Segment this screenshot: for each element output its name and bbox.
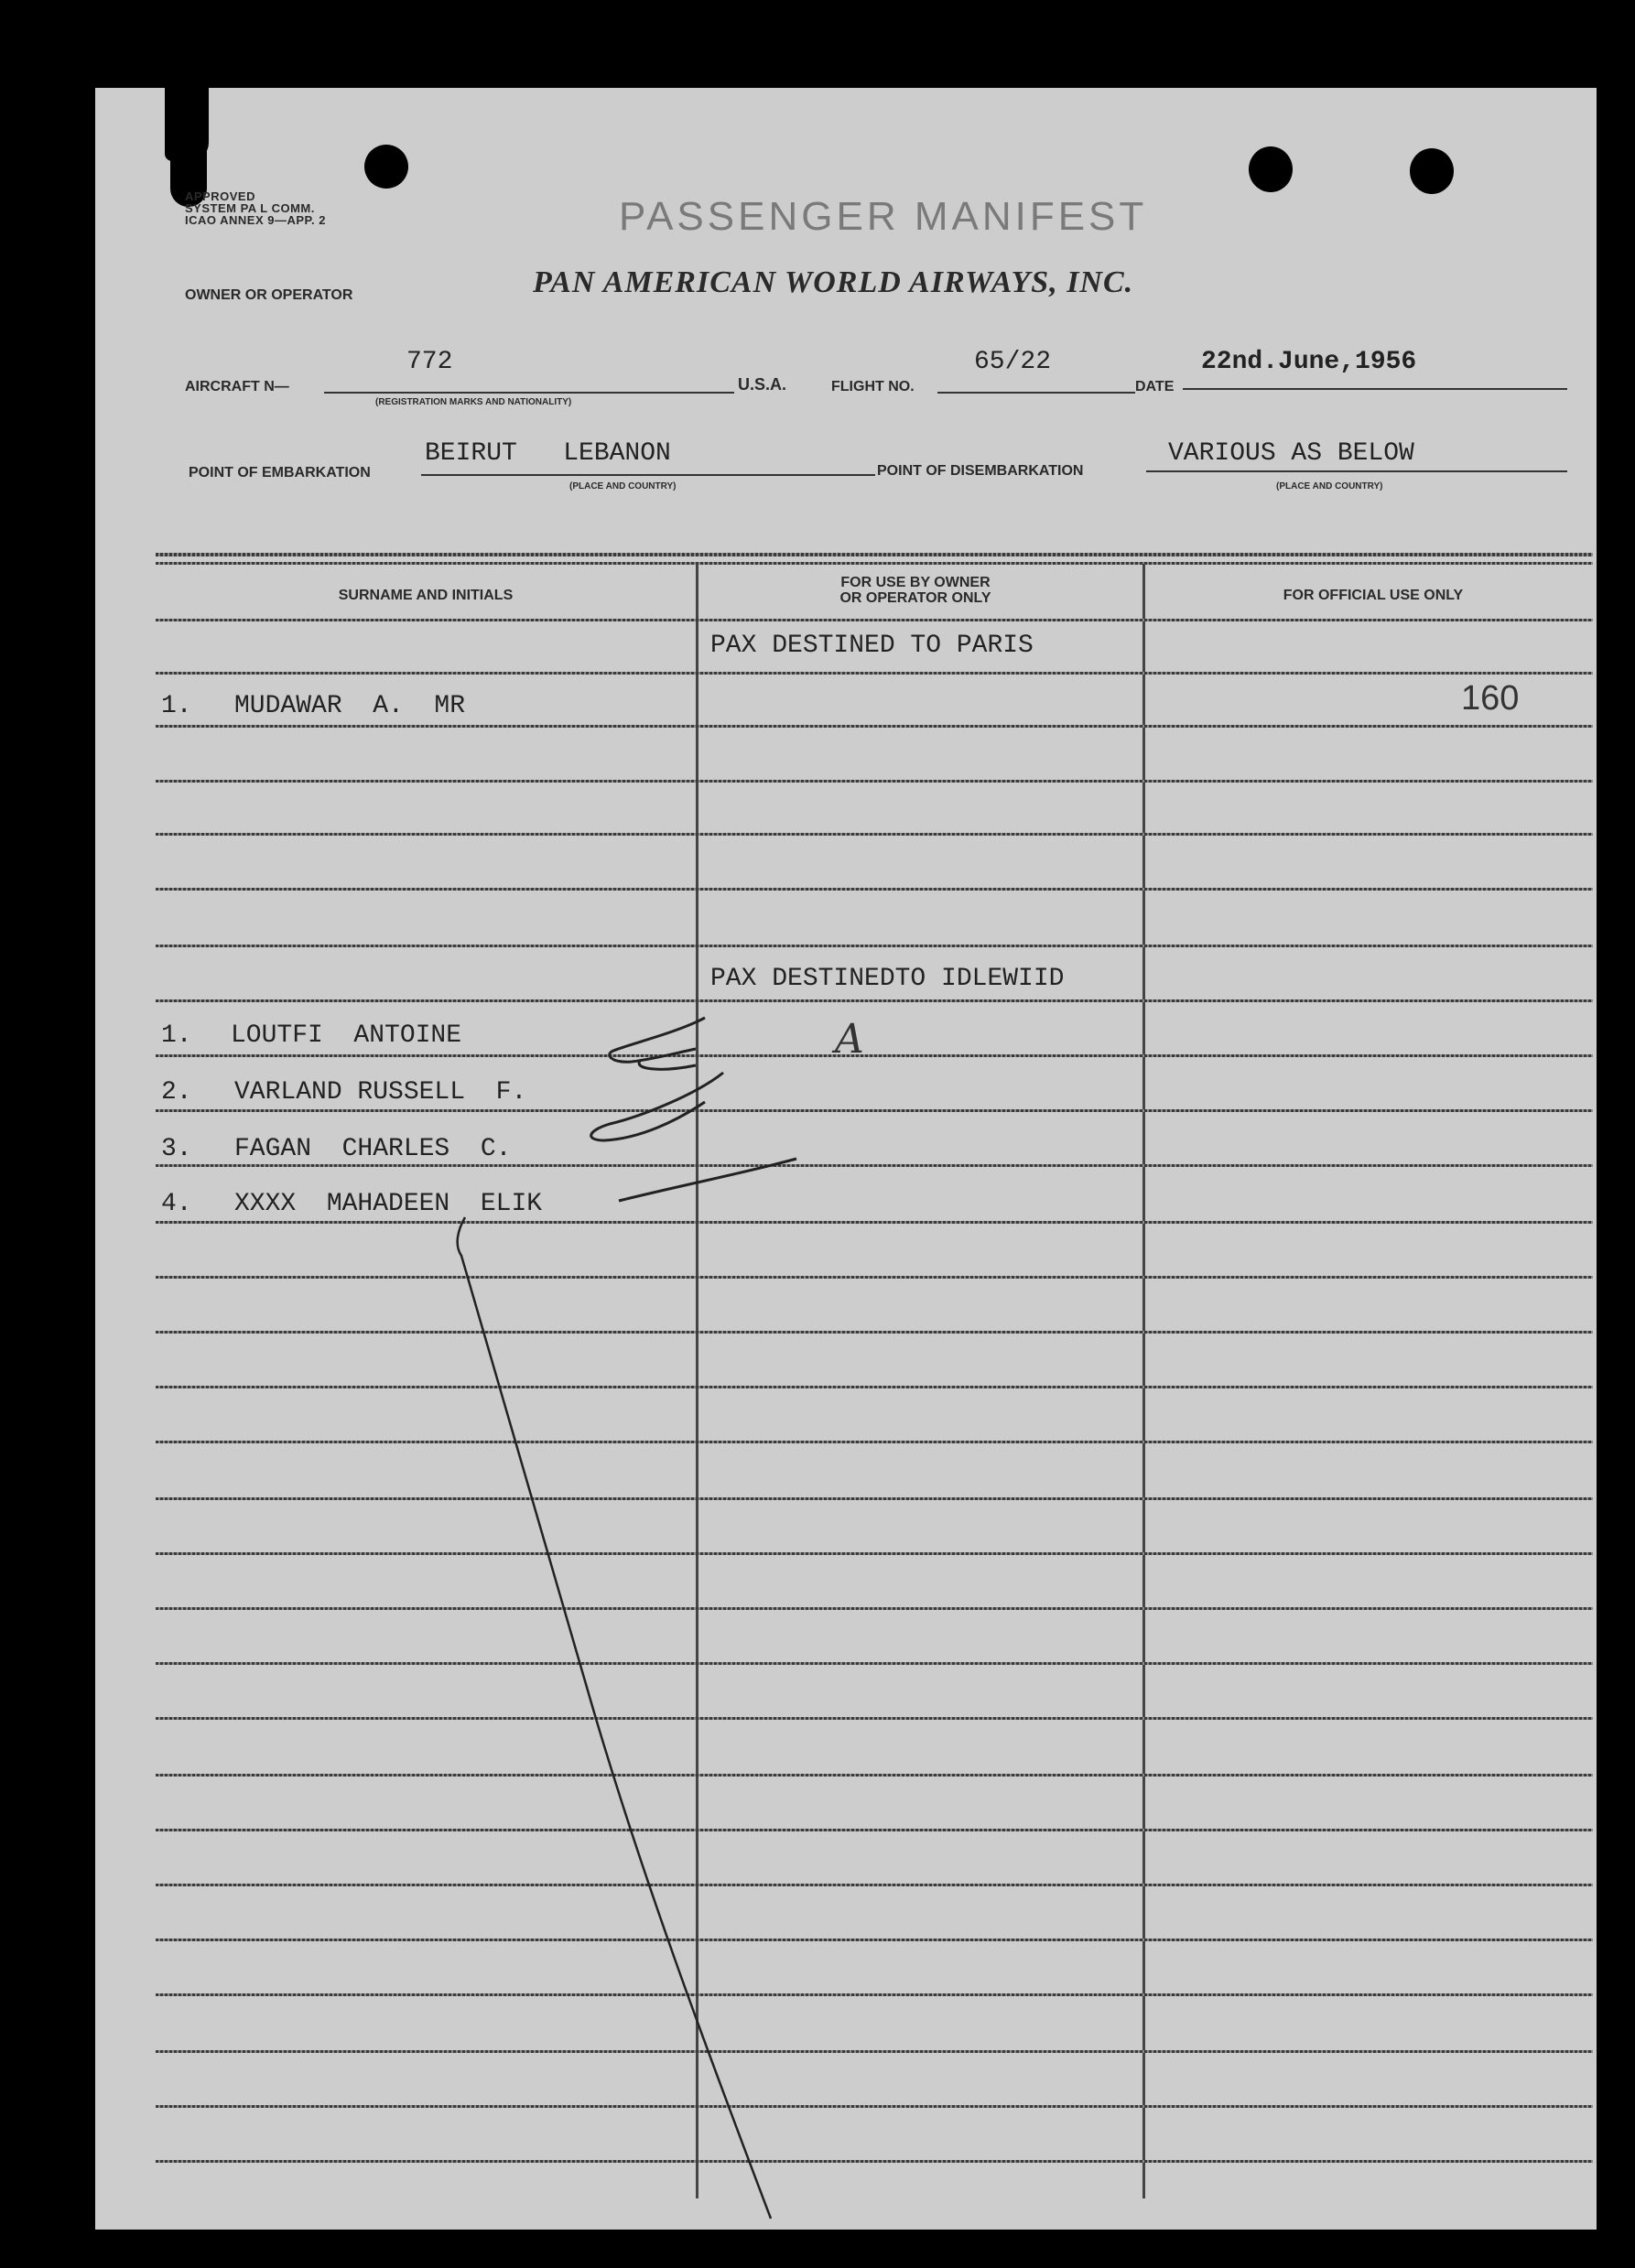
approval-line: APPROVED: [185, 189, 255, 203]
passenger-name: MUDAWAR A. MR: [234, 692, 466, 720]
surname-column-header: SURNAME AND INITIALS: [338, 588, 514, 603]
owner-label: OWNER OR OPERATOR: [185, 287, 353, 303]
embark-value: BEIRUT LEBANON: [425, 439, 671, 468]
disembark-label: POINT OF DISEMBARKATION: [877, 463, 1084, 479]
approval-line: ICAO ANNEX 9—APP. 2: [185, 213, 326, 227]
operator-name: PAN AMERICAN WORLD AIRWAYS, INC.: [533, 265, 1134, 299]
date-value: 22nd.June,1956: [1201, 348, 1417, 376]
handwritten-bracket: [610, 1018, 705, 1069]
passenger-name: VARLAND RUSSELL F.: [234, 1078, 527, 1107]
owner-use-line: OR OPERATOR ONLY: [839, 590, 991, 606]
flight-label: FLIGHT NO.: [831, 379, 915, 394]
embark-place-note: (PLACE AND COUNTRY): [569, 481, 677, 491]
passenger-number: 2.: [161, 1078, 192, 1107]
passenger-number: 1.: [161, 692, 192, 720]
embark-label: POINT OF EMBARKATION: [189, 465, 371, 481]
disembark-place-note: (PLACE AND COUNTRY): [1276, 481, 1383, 491]
aircraft-label: AIRCRAFT N—: [185, 379, 289, 394]
handwritten-loop: [591, 1073, 723, 1140]
group-heading: PAX DESTINED TO PARIS: [710, 632, 1034, 660]
passenger-number: 3.: [161, 1135, 192, 1163]
owner-use-line: FOR USE BY OWNER: [840, 575, 991, 590]
official-column-header: FOR OFFICIAL USE ONLY: [1283, 588, 1464, 603]
passenger-number: 4.: [161, 1190, 192, 1218]
handwritten-long-line: [458, 1217, 771, 2219]
registration-note: (REGISTRATION MARKS AND NATIONALITY): [375, 397, 572, 407]
passenger-name: LOUTFI ANTOINE: [231, 1021, 462, 1050]
passenger-name: XXXX MAHADEEN ELIK: [234, 1190, 543, 1218]
disembark-value: VARIOUS AS BELOW: [1168, 439, 1414, 468]
flight-value: 65/22: [974, 348, 1052, 376]
passenger-name: FAGAN CHARLES C.: [234, 1135, 512, 1163]
handwritten-letter: A: [835, 1016, 864, 1063]
aircraft-value: 772: [406, 348, 453, 376]
approval-line: SYSTEM PA L COMM.: [185, 201, 315, 215]
official-note: 160: [1461, 679, 1520, 718]
usa-label: U.S.A.: [738, 375, 787, 394]
group-heading: PAX DESTINEDTO IDLEWIID: [710, 965, 1065, 993]
handwritten-dash: [619, 1159, 796, 1201]
passenger-number: 1.: [161, 1021, 192, 1050]
form-title: PASSENGER MANIFEST: [619, 194, 1148, 239]
date-label: DATE: [1135, 379, 1175, 394]
